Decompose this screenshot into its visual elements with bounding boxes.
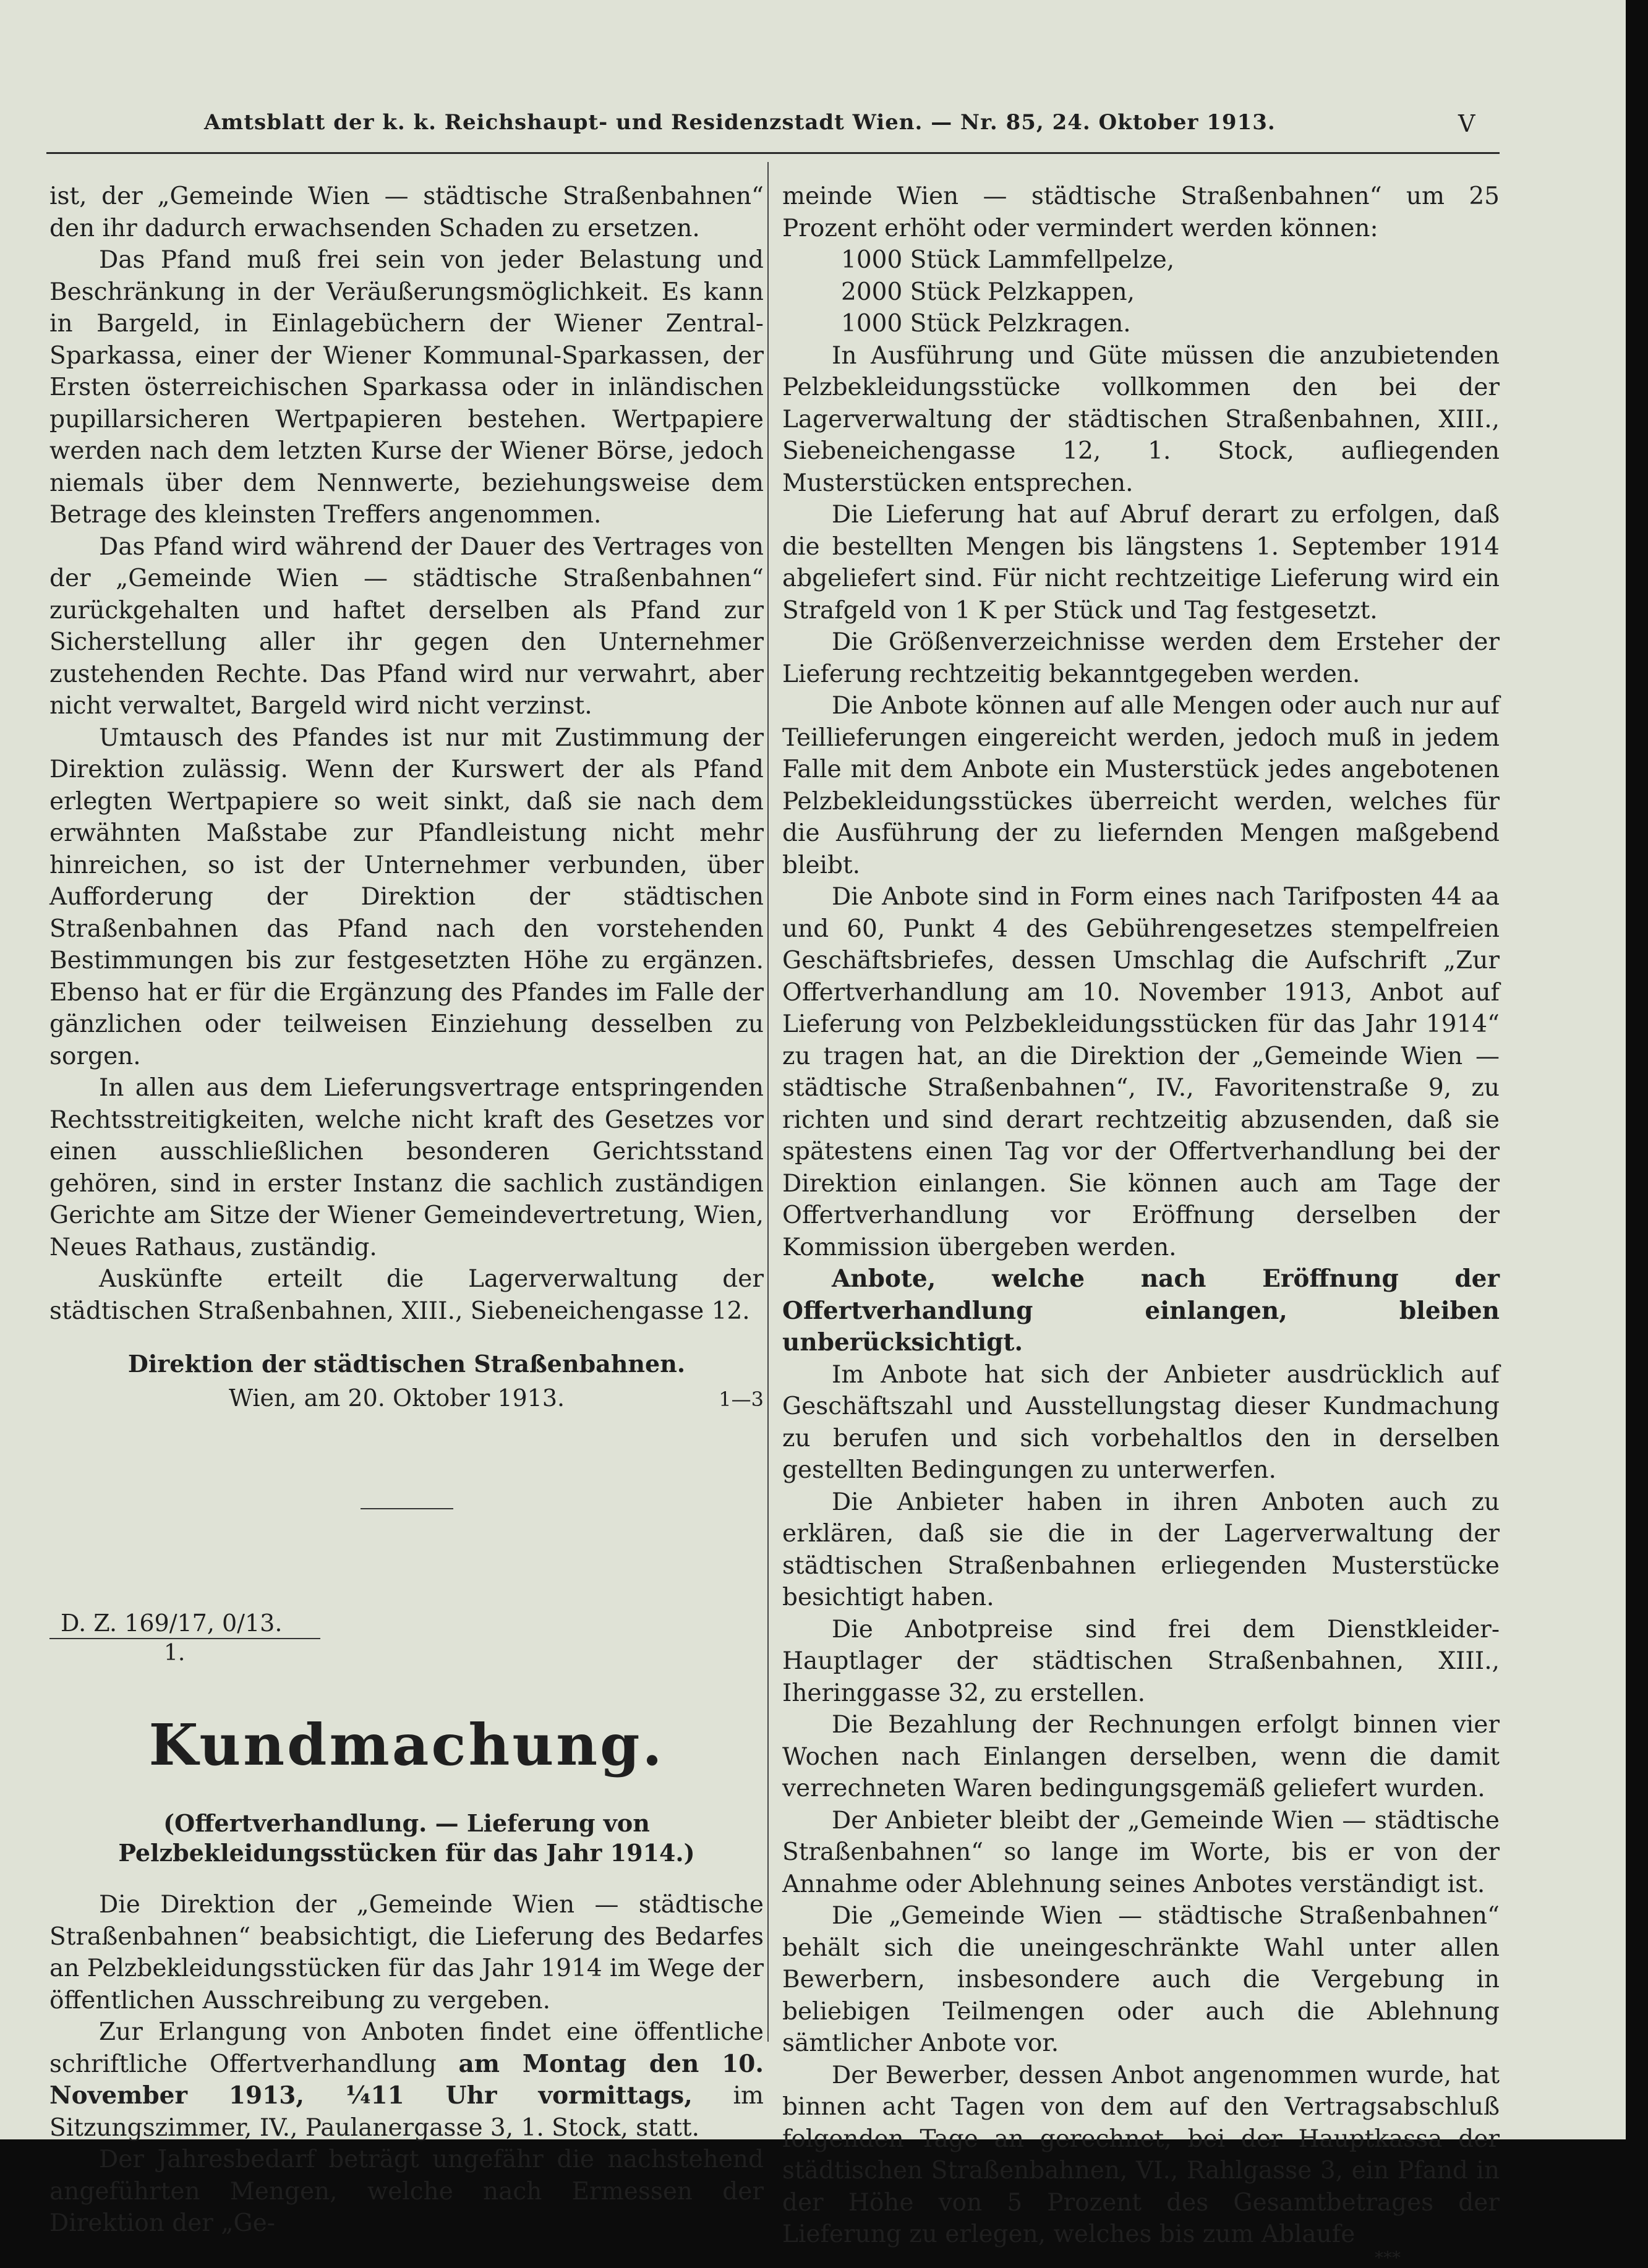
paragraph: Die „Gemeinde Wien — städtische Straßenbahnen“ behält sich die uneingeschränkte Wahl unter allen Bewerbern, insbesondere auch die Vergebung in beliebigen Teilmengen oder auch die Ablehnung sämtlicher Anbote vor. [782, 1902, 1500, 2057]
column-divider [767, 162, 769, 2042]
right-column [782, 181, 1500, 2266]
paragraph [49, 2016, 764, 2144]
paragraph: Das Pfand muß frei sein von jeder Belastung und Beschränkung in der Veräußerungsmöglichkeit. Es kann in Bargeld, in Einlagebüchern der Wiener Zentral-Sparkassa, einer der Wiener Kommunal-Sparkassen, der Ersten österreichischen Sparkassa oder in inländischen pupillarsicheren Wertpapieren bestehen. Wertpapiere werden nach dem letzten Kurse der Wiener Börse, jedoch niemals über dem Nennwerte, beziehungsweise dem Betrage des kleinsten Treffers angenommen. [49, 246, 764, 529]
paragraph: ist, der „Gemeinde Wien — städtische Straßenbahnen“ den ihr dadurch erwachsenden Schaden zu ersetzen. [49, 182, 764, 242]
separator-rule [361, 1508, 453, 1509]
paragraph: Die Anbote können auf alle Mengen oder auch nur auf Teillieferungen eingereicht werden, jedoch muß in jedem Falle mit dem Anbote ein Musterstück jedes angebotenen Pelzbekleidungsstückes überreicht werden, welches für die Ausführung der zu liefernden Mengen maßgebend bleibt. [782, 692, 1500, 879]
paragraph: Auskünfte erteilt die Lagerverwaltung der städtischen Straßenbahnen, XIII., Siebeneichengasse 12. [49, 1265, 764, 1325]
paragraph: Im Anbote hat sich der Anbieter ausdrücklich auf Geschäftszahl und Ausstellungstag dieser Kundmachung zu berufen und sich vorbehaltlos den in derselben gestellten Bedingungen zu unterwerfen. [782, 1360, 1500, 1484]
date: Wien, am 20. Oktober 1913. [229, 1384, 565, 1412]
paragraph: Die Bezahlung der Rechnungen erfolgt binnen vier Wochen nach Einlangen derselben, wenn die damit verrechneten Waren bedingungsgemäß geliefert wurden. [782, 1711, 1500, 1802]
announcement-subtitle: (Offertverhandlung. — Lieferung von Pelzbekleidungsstücken für das Jahr 1914.) [118, 1809, 695, 1867]
paragraph: meinde Wien — städtische Straßenbahnen“ um 25 Prozent erhöht oder vermindert werden können: [782, 182, 1500, 242]
continuation-stars: *** [1375, 2247, 1401, 2268]
announcement-title: Kundmachung. [148, 1712, 665, 1778]
paragraph: Der Bewerber, dessen Anbot angenommen wurde, hat binnen acht Tagen von dem auf den Vertragsabschluß folgenden Tage an gerechnet, bei der Hauptkassa der städtischen Straßenbahnen, VI., Rahlgasse 3, ein Pfand in der Höhe von 5 Prozent des Gesamtbetrages der Lieferung zu erlegen, welches bis zum Ablaufe [782, 2061, 1500, 2248]
meeting-date: am Montag den 10. November 1913, ¼11 Uhr vormittags, [49, 2049, 764, 2110]
header-rule [46, 152, 1500, 154]
paragraph: Die Größenverzeichnisse werden dem Ersteher der Lieferung rechtzeitig bekanntgegeben werden. [782, 628, 1500, 688]
reference-sub: 1. [164, 1640, 186, 1666]
paragraph: Die Anbote sind in Form eines nach Tarifposten 44 aa und 60, Punkt 4 des Gebührengesetzes stempelfreien Geschäftsbriefes, dessen Umschlag die Aufschrift „Zur Offertverhandlung am 10. November 1913, Anbot auf Lieferung von Pelzbekleidungsstücken für das Jahr 1914“ zu tragen hat, an die Direktion der „Gemeinde Wien — städtische Straßenbahnen“, IV., Favoritenstraße 9, zu richten und sind derart rechtzeitig abzusenden, daß sie spätestens einen Tag vor der Offertverhandlung bei der Direktion einlangen. Sie können auch am Tage der Offertverhandlung vor Eröffnung derselben der Kommission übergeben werden. [782, 883, 1500, 1261]
dateline [49, 1383, 764, 1416]
paragraph: Der Anbieter bleibt der „Gemeinde Wien — städtische Straßenbahnen“ so lange im Worte, bis er von der Annahme oder Ablehnung seines Anbotes verständigt ist. [782, 1806, 1500, 1898]
left-column [49, 181, 764, 2240]
paragraph: In allen aus dem Lieferungsvertrage entspringenden Rechtsstreitigkeiten, welche nicht kraft des Gesetzes vor einen ausschließlichen besonderen Gerichtsstand gehören, sind in erster Instanz die sachlich zuständigen Gerichte am Sitze der Wiener Gemeindevertretung, Wien, Neues Rathaus, zuständig. [49, 1074, 764, 1261]
list-item: 1000 Stück Lammfellpelze, [841, 246, 1175, 274]
paragraph: Die Anbieter haben in ihren Anboten auch zu erklären, daß sie die in der Lagerverwaltung der städtischen Straßenbahnen erliegenden Musterstücke besichtigt haben. [782, 1488, 1500, 1611]
paragraph: Die Anbotpreise sind frei dem Dienstkleider-Hauptlager der städtischen Straßenbahnen, XIII., Iheringgasse 32, zu erstellen. [782, 1615, 1500, 1707]
text-run: im Sitzungszimmer, IV., Paulanergasse 3, 1. Stock, statt. [49, 2082, 764, 2142]
paragraph: Umtausch des Pfandes ist nur mit Zustimmung der Direktion zulässig. Wenn der Kurswert der als Pfand erlegten Wertpapiere so weit sinkt, daß sie nach dem erwähnten Maßstabe zur Pfandleistung nicht mehr hinreichen, so ist der Unternehmer verbunden, über Aufforderung der Direktion der städtischen Straßenbahnen das Pfand nach den vorstehenden Bestimmungen bis zur festgesetzten Höhe zu ergänzen. Ebenso hat er für die Ergänzung des Pfandes im Falle der gänzlichen oder teilweisen Einziehung desselben zu sorgen. [49, 723, 764, 1070]
paragraph: Das Pfand wird während der Dauer des Vertrages von der „Gemeinde Wien — städtische Straßenbahnen“ zurückgehalten und haftet derselben als Pfand zur Sicherstellung aller ihr gegen den Unternehmer zustehenden Rechte. Das Pfand wird nur verwahrt, aber nicht verwaltet, Bargeld wird nicht verzinst. [49, 532, 764, 720]
paragraph: Die Lieferung hat auf Abruf derart zu erfolgen, daß die bestellten Mengen bis längstens 1. September 1914 abgeliefert sind. Für nicht rechtzeitige Lieferung wird ein Strafgeld von 1 K per Stück und Tag festgesetzt. [782, 501, 1500, 625]
list-item: 2000 Stück Pelzkappen, [841, 278, 1135, 306]
page-number: V [1458, 110, 1475, 137]
run-mark: 1—3 [719, 1387, 764, 1411]
running-header: Amtsblatt der k. k. Reichshaupt- und Residenzstadt Wien. — Nr. 85, 24. Oktober 1913. [204, 110, 1276, 135]
reference-number: D. Z. 169/17, 0/13. [49, 1608, 320, 1639]
paragraph-bold: Anbote, welche nach Eröffnung der Offertverhandlung einlangen, bleiben unberücksichtigt. [782, 1264, 1500, 1357]
text-run: Zur Erlangung von Anboten findet eine öffentliche schriftliche Offertverhandlung [49, 2018, 764, 2078]
paragraph: Der Jahresbedarf beträgt ungefähr die nachstehend angeführten Mengen, welche nach Ermessen der Direktion der „Ge- [49, 2146, 764, 2237]
list-item: 1000 Stück Pelzkragen. [841, 310, 1131, 338]
paragraph: Die Direktion der „Gemeinde Wien — städtische Straßenbahnen“ beabsichtigt, die Lieferung des Bedarfes an Pelzbekleidungsstücken für das Jahr 1914 im Wege der öffentlichen Ausschreibung zu vergeben. [49, 1891, 764, 2014]
paragraph: In Ausführung und Güte müssen die anzubietenden Pelzbekleidungsstücke vollkommen den bei der Lagerverwaltung der städtischen Straßenbahnen, XIII., Siebeneichengasse 12, 1. Stock, aufliegenden Musterstücken entsprechen. [782, 341, 1500, 497]
signature: Direktion der städtischen Straßenbahnen. [127, 1350, 686, 1378]
